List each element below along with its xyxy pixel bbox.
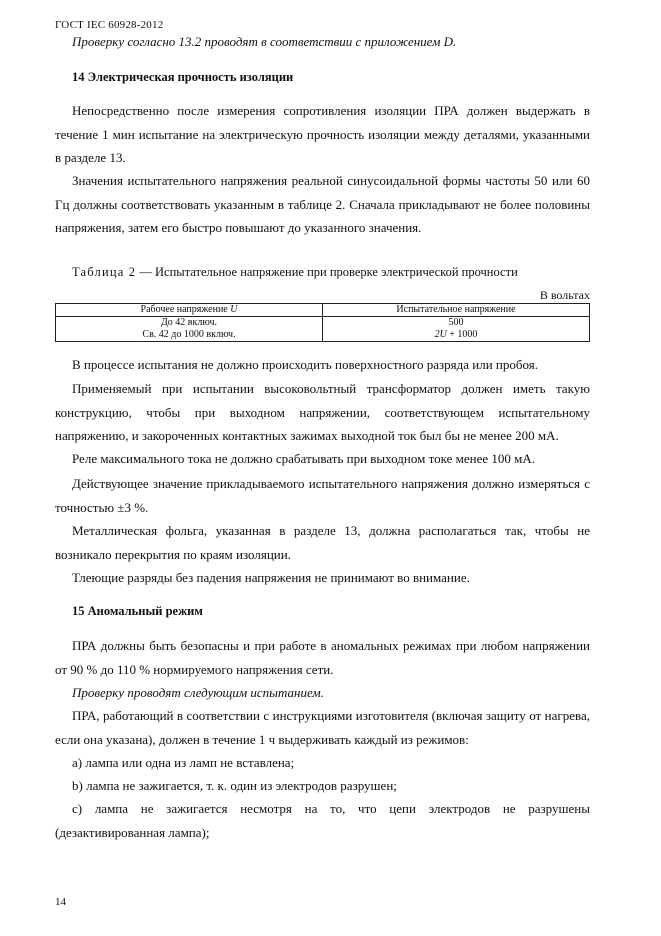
table-2-caption-label: Таблица 2 <box>72 265 137 279</box>
section-15-paragraph-1: ПРА должны быть безопасны и при работе в аномальных режимах при любом напряжении от 90 % до 110 % нормируемого напряжения сети. <box>55 638 590 677</box>
page-number: 14 <box>55 896 66 908</box>
section-14-paragraph-1: Непосредственно после измерения сопротивления изоляции ПРА должен выдержать в течение 1 мин испытание на электрическую прочность изоляции между деталями, указанными в разделе 13. <box>55 103 590 165</box>
after-table-paragraph-6: Тлеющие разряды без падения напряжения не принимают во внимание. <box>72 570 470 585</box>
after-table-paragraph-1: В процессе испытания не должно происходить поверхностного разряда или пробоя. <box>72 357 538 372</box>
table-cell-test: 500 2U + 1000 <box>323 317 590 342</box>
section-15-paragraph-3: ПРА, работающий в соответствии с инструкциями изготовителя (включая защиту от нагрева, если она указана), должен в течение 1 ч выдерживать каждый из режимов: <box>55 708 590 747</box>
list-item-a: a) лампа или одна из ламп не вставлена; <box>72 755 295 770</box>
list-item-b: b) лампа не зажигается, т. к. один из электродов разрушен; <box>72 778 397 793</box>
table-2-units: В вольтах <box>539 288 590 302</box>
table-header-row <box>56 304 590 317</box>
section-15-title: 15 Аномальный режим <box>72 604 203 618</box>
table-row <box>56 317 590 342</box>
after-table-paragraph-4: Действующее значение прикладываемого испытательного напряжения должно измеряться с точностью ±3 %. <box>55 476 590 515</box>
table-2 <box>55 303 590 342</box>
after-table-paragraph-2: Применяемый при испытании высоковольтный трансформатор должен иметь такую конструкцию, чтобы при выходном напряжении, соответствующем испытательному напряжению, и закороченных контактных зажимах выходной ток был бы не менее 200 мА. <box>55 381 590 443</box>
section-14-paragraph-2: Значения испытательного напряжения реальной синусоидальной формы частоты 50 или 60 Гц должны соответствовать указанным в таблице 2. Сначала прикладывают не более половины напряжения, затем его быстро повышают до указанного значения. <box>55 173 590 235</box>
page-header-standard: ГОСТ IEC 60928-2012 <box>55 19 164 31</box>
table-header-working-voltage: Рабочее напряжение U <box>56 304 323 317</box>
list-item-c: c) лампа не зажигается несмотря на то, что цепи электродов не разрушены (дезактивированная лампа); <box>55 801 590 840</box>
table-2-caption-text: — Испытательное напряжение при проверке электрической прочности <box>136 265 518 279</box>
section-14-title: 14 Электрическая прочность изоляции <box>72 70 294 84</box>
table-header-test-voltage: Испытательное напряжение <box>323 304 590 317</box>
section-15-paragraph-2: Проверку проводят следующим испытанием. <box>72 685 324 700</box>
after-table-paragraph-3: Реле максимального тока не должно срабатывать при выходном токе менее 100 мА. <box>72 451 535 466</box>
after-table-paragraph-5: Металлическая фольга, указанная в разделе 13, должна располагаться так, чтобы не возникало перекрытия по краям изоляции. <box>55 523 590 562</box>
intro-line: Проверку согласно 13.2 проводят в соответствии с приложением D. <box>72 34 457 49</box>
table-cell-working: До 42 включ. Св. 42 до 1000 включ. <box>56 317 323 342</box>
table-2-caption <box>72 265 518 280</box>
